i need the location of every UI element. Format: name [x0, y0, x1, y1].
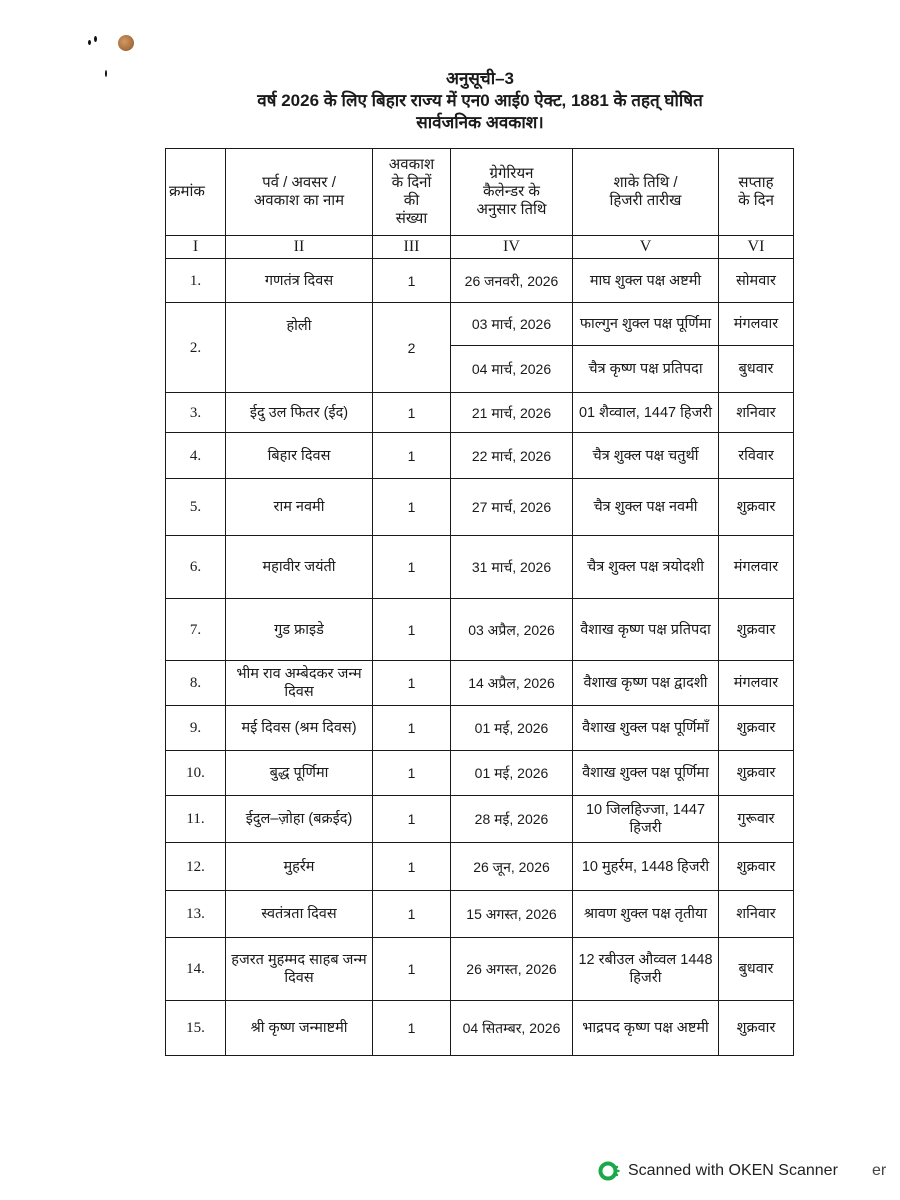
holiday-name: बिहार दिवस [226, 433, 373, 479]
shake-hijri-date: 10 जिलहिज्जा, 1447 हिजरी [573, 796, 719, 843]
weekday: शुक्रवार [719, 751, 794, 796]
shake-hijri-date: वैशाख शुक्ल पक्ष पूर्णिमाँ [573, 706, 719, 751]
scanner-text-fragment: er [872, 1162, 887, 1179]
table-row [166, 843, 794, 891]
shake-hijri-date: वैशाख शुक्ल पक्ष पूर्णिमा [573, 751, 719, 796]
scan-speck [94, 36, 97, 42]
serial-number: 15. [166, 1001, 226, 1056]
weekday: मंगलवार [719, 536, 794, 599]
header-line: ग्रेगेरियन [489, 165, 534, 182]
gregorian-date: 04 सितम्बर, 2026 [451, 1001, 573, 1056]
table-row [166, 751, 794, 796]
roman-numeral: IV [451, 236, 573, 259]
table-row [166, 661, 794, 706]
scan-speck [88, 40, 91, 45]
days-count: 2 [373, 303, 451, 393]
serial-number: 14. [166, 938, 226, 1001]
weekday: शनिवार [719, 891, 794, 938]
table-row [166, 891, 794, 938]
gregorian-date: 27 मार्च, 2026 [451, 479, 573, 536]
header-days-count [373, 149, 451, 236]
weekday: शुक्रवार [719, 843, 794, 891]
shake-hijri-date: वैशाख कृष्ण पक्ष द्वादशी [573, 661, 719, 706]
table-row [166, 706, 794, 751]
serial-number: 5. [166, 479, 226, 536]
table-row [166, 259, 794, 303]
holiday-name: मुहर्रम [226, 843, 373, 891]
header-line: पर्व / अवसर / [262, 174, 336, 191]
table-row [166, 393, 794, 433]
days-count: 1 [373, 661, 451, 706]
weekday: शनिवार [719, 393, 794, 433]
serial-number: 1. [166, 259, 226, 303]
weekday: रविवार [719, 433, 794, 479]
holiday-name: ईदुल–ज़ोहा (बक्रईद) [226, 796, 373, 843]
gregorian-date: 14 अप्रैल, 2026 [451, 661, 573, 706]
shake-hijri-date: चैत्र शुक्ल पक्ष त्रयोदशी [573, 536, 719, 599]
header-row [166, 149, 794, 236]
scanner-text: Scanned with OKEN Scanner [628, 1162, 838, 1179]
header-line: हिजरी तारीख [609, 192, 682, 209]
weekday: गुरूवार [719, 796, 794, 843]
roman-numeral-row [166, 236, 794, 259]
holiday-name: होली [226, 303, 373, 393]
gregorian-date: 26 जून, 2026 [451, 843, 573, 891]
weekday: मंगलवार [719, 303, 794, 346]
header-line: अनुसार तिथि [476, 201, 547, 218]
roman-numeral: VI [719, 236, 794, 259]
serial-number: 4. [166, 433, 226, 479]
header-line: संख्या [395, 210, 428, 227]
weekday: सोमवार [719, 259, 794, 303]
serial-number: 2. [166, 303, 226, 393]
shake-hijri-date: वैशाख कृष्ण पक्ष प्रतिपदा [573, 599, 719, 661]
shake-hijri-date: चैत्र शुक्ल पक्ष नवमी [573, 479, 719, 536]
shake-hijri-date: चैत्र कृष्ण पक्ष प्रतिपदा [573, 346, 719, 393]
days-count: 1 [373, 393, 451, 433]
days-count: 1 [373, 706, 451, 751]
days-count: 1 [373, 259, 451, 303]
days-count: 1 [373, 938, 451, 1001]
days-count: 1 [373, 751, 451, 796]
gregorian-date: 03 अप्रैल, 2026 [451, 599, 573, 661]
gregorian-date: 01 मई, 2026 [451, 706, 573, 751]
roman-numeral: III [373, 236, 451, 259]
gregorian-date: 15 अगस्त, 2026 [451, 891, 573, 938]
serial-number: 13. [166, 891, 226, 938]
shake-hijri-date: चैत्र शुक्ल पक्ष चतुर्थी [573, 433, 719, 479]
weekday: शुक्रवार [719, 706, 794, 751]
subtitle-line-1: वर्ष 2026 के लिए बिहार राज्य में एन0 आई0 ऐक्ट, 1881 के तहत् घोषित [257, 91, 703, 110]
serial-number: 3. [166, 393, 226, 433]
table-row [166, 536, 794, 599]
days-count: 1 [373, 891, 451, 938]
table-row [166, 479, 794, 536]
days-count: 1 [373, 1001, 451, 1056]
shake-hijri-date: माघ शुक्ल पक्ष अष्टमी [573, 259, 719, 303]
header-line: के दिनों [391, 174, 432, 191]
serial-number: 11. [166, 796, 226, 843]
shake-hijri-date: भाद्रपद कृष्ण पक्ष अष्टमी [573, 1001, 719, 1056]
header-holiday-name [226, 149, 373, 236]
table-row [166, 938, 794, 1001]
holiday-name: महावीर जयंती [226, 536, 373, 599]
gregorian-date: 28 मई, 2026 [451, 796, 573, 843]
roman-numeral: II [226, 236, 373, 259]
holiday-name: श्री कृष्ण जन्माष्टमी [226, 1001, 373, 1056]
days-count: 1 [373, 433, 451, 479]
shake-hijri-date: 01 शैव्वाल, 1447 हिजरी [573, 393, 719, 433]
scan-speck [105, 70, 107, 77]
holiday-name: भीम राव अम्बेदकर जन्म दिवस [226, 661, 373, 706]
header-serial [166, 149, 226, 236]
table-row [166, 796, 794, 843]
document-header [200, 68, 760, 134]
days-count: 1 [373, 843, 451, 891]
weekday: शुक्रवार [719, 479, 794, 536]
weekday: बुधवार [719, 938, 794, 1001]
shake-hijri-date: 12 रबीउल औव्वल 1448 हिजरी [573, 938, 719, 1001]
gregorian-date: 26 जनवरी, 2026 [451, 259, 573, 303]
header-line: अवकाश [388, 156, 435, 173]
holiday-table [165, 148, 794, 1056]
serial-number: 7. [166, 599, 226, 661]
subtitle-line-2: सार्वजनिक अवकाश। [416, 113, 544, 132]
table-row [166, 1001, 794, 1056]
gregorian-date: 26 अगस्त, 2026 [451, 938, 573, 1001]
days-count: 1 [373, 536, 451, 599]
days-count: 1 [373, 599, 451, 661]
weekday: शुक्रवार [719, 1001, 794, 1056]
holiday-name: राम नवमी [226, 479, 373, 536]
weekday: बुधवार [719, 346, 794, 393]
gregorian-date: 01 मई, 2026 [451, 751, 573, 796]
table-row [166, 303, 794, 346]
days-count: 1 [373, 796, 451, 843]
header-line: के दिन [738, 192, 774, 209]
shake-hijri-date: 10 मुहर्रम, 1448 हिजरी [573, 843, 719, 891]
header-line: अवकाश का नाम [253, 192, 345, 209]
gregorian-date: 04 मार्च, 2026 [451, 346, 573, 393]
gregorian-date: 21 मार्च, 2026 [451, 393, 573, 433]
serial-number: 6. [166, 536, 226, 599]
weekday: शुक्रवार [719, 599, 794, 661]
serial-number: 12. [166, 843, 226, 891]
roman-numeral: V [573, 236, 719, 259]
header-line: क्रमांक [169, 183, 205, 200]
header-line: सप्ताह [738, 174, 774, 191]
header-shake-hijri-date [573, 149, 719, 236]
gregorian-date: 31 मार्च, 2026 [451, 536, 573, 599]
shake-hijri-date: श्रावण शुक्ल पक्ष तृतीया [573, 891, 719, 938]
shake-hijri-date: फाल्गुन शुक्ल पक्ष पूर्णिमा [573, 303, 719, 346]
serial-number: 8. [166, 661, 226, 706]
schedule-title: अनुसूची–3 [445, 69, 515, 88]
serial-number: 9. [166, 706, 226, 751]
holiday-name: गणतंत्र दिवस [226, 259, 373, 303]
holiday-name: हजरत मुहम्मद साहब जन्म दिवस [226, 938, 373, 1001]
table-row [166, 599, 794, 661]
holiday-name: गुड फ्राइडे [226, 599, 373, 661]
holiday-name: बुद्ध पूर्णिमा [226, 751, 373, 796]
roman-numeral: I [166, 236, 226, 259]
header-line: कैलेन्डर के [483, 183, 540, 200]
header-line: शाके तिथि / [613, 174, 678, 191]
serial-number: 10. [166, 751, 226, 796]
pin-hole-mark [118, 35, 134, 51]
gregorian-date: 03 मार्च, 2026 [451, 303, 573, 346]
weekday: मंगलवार [719, 661, 794, 706]
header-weekday [719, 149, 794, 236]
days-count: 1 [373, 479, 451, 536]
table-row [166, 433, 794, 479]
gregorian-date: 22 मार्च, 2026 [451, 433, 573, 479]
header-line: की [403, 192, 420, 209]
holiday-name: ईदु उल फितर (ईद) [226, 393, 373, 433]
oken-scanner-logo-icon [598, 1160, 620, 1182]
scanner-watermark [598, 1160, 838, 1182]
holiday-name: स्वतंत्रता दिवस [226, 891, 373, 938]
header-gregorian-date [451, 149, 573, 236]
holiday-name: मई दिवस (श्रम दिवस) [226, 706, 373, 751]
